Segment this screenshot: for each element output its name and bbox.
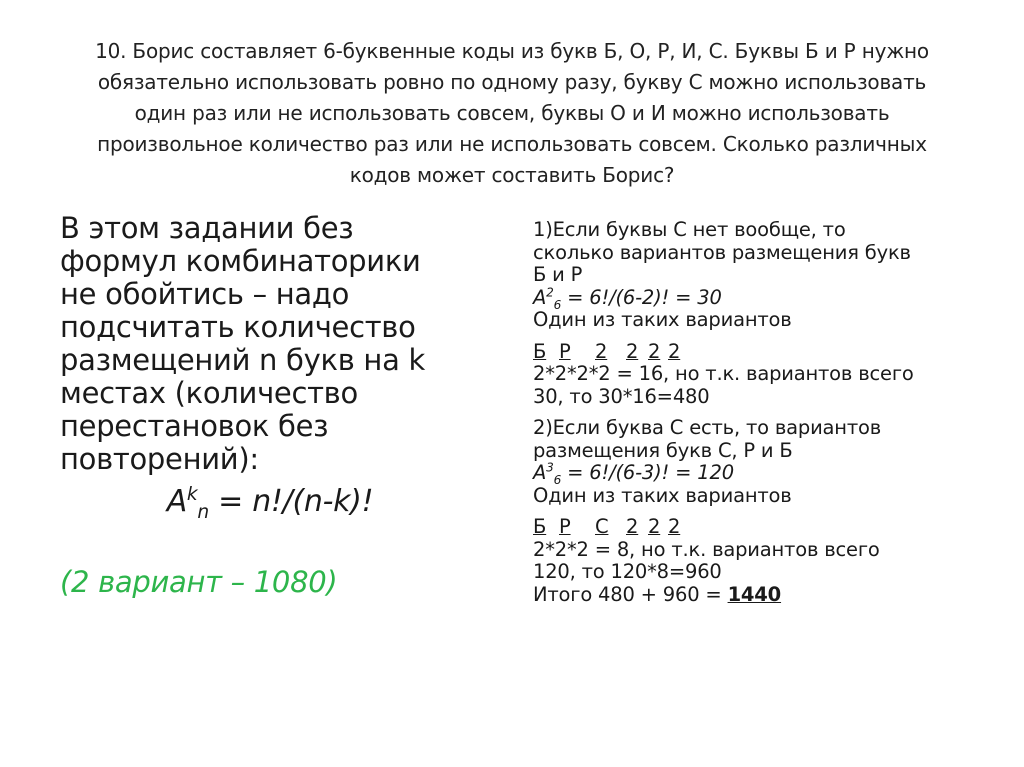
formula-sub: 6	[553, 297, 562, 312]
case1-result: 30, то 30*16=480	[533, 384, 710, 408]
problem-line: один раз или не использовать совсем, буквы О и И можно использовать	[134, 101, 890, 125]
code-letter: Р	[559, 339, 571, 363]
case1-intro: сколько вариантов размещения букв	[533, 240, 911, 264]
explanation-line: В этом задании без	[60, 211, 354, 245]
code-letter: С	[595, 515, 609, 538]
formula-sup: 3	[546, 460, 554, 475]
code-letter: 2	[595, 339, 608, 363]
code-letter: 2	[626, 515, 639, 538]
code-letter: 2	[626, 339, 639, 363]
problem-line: 10. Борис составляет 6-буквенные коды из букв Б, О, Р, И, С. Буквы Б и Р нужно	[95, 39, 929, 63]
case2-codes	[533, 516, 973, 539]
case1-calc-line: 2*2*2*2 = 16, но т.к. вариантов всего	[533, 362, 914, 385]
code-letter: 2	[668, 339, 681, 363]
case1-example-label: Один из таких вариантов	[533, 308, 792, 331]
code-letter: 2	[668, 515, 681, 538]
problem-line: обязательно использовать ровно по одному разу, букву С можно использовать	[97, 70, 927, 94]
formula-base: A	[166, 484, 187, 519]
formula-sup: 2	[546, 285, 554, 299]
case2-intro: 2)Если буква С есть, то вариантов	[533, 416, 882, 439]
explanation-line: перестановок без	[60, 409, 329, 443]
case1-formula	[533, 287, 973, 310]
code-letter: Б	[533, 339, 547, 363]
explanation-line: повторений):	[60, 442, 259, 476]
problem-line: произвольное количество раз или не использовать совсем. Сколько различных	[97, 132, 927, 156]
case2-formula	[533, 462, 973, 485]
total-label: Итого 480 + 960 =	[533, 582, 728, 606]
code-letter: 2	[648, 515, 661, 538]
formula-rest: = n!/(n-k)!	[208, 484, 374, 519]
code-letter: 2	[648, 339, 661, 363]
formula-rest: = 6!/(6-2)! = 30	[561, 285, 722, 309]
problem-statement	[60, 36, 964, 191]
explanation-line: местах (количество	[60, 376, 358, 410]
arrangement-formula	[140, 482, 400, 522]
case1-intro: 1)Если буквы С нет вообще, то	[533, 218, 846, 241]
explanation-line: не обойтись – надо	[60, 277, 350, 311]
formula-sub: 6	[553, 472, 562, 487]
case1-calc	[533, 363, 973, 386]
case2-example-label: Один из таких вариантов	[533, 483, 792, 507]
right-solution	[533, 219, 973, 606]
total-value: 1440	[727, 582, 782, 606]
problem-line: кодов может составить Борис?	[349, 163, 675, 187]
total-line	[533, 584, 973, 607]
explanation-line: формул комбинаторики	[60, 244, 421, 278]
case2-calc: 2*2*2 = 8, но т.к. вариантов всего	[533, 537, 880, 561]
left-explanation	[60, 212, 480, 599]
explanation-line: размещений n букв на k	[60, 343, 425, 377]
formula-sup: k	[186, 484, 198, 505]
case2-result: 120, то 120*8=960	[533, 560, 722, 583]
formula-base: A	[533, 285, 547, 309]
case1-intro: Б и Р	[533, 263, 583, 286]
code-letter: Б	[533, 515, 547, 538]
code-letter: Р	[559, 515, 571, 538]
case2-intro: размещения букв С, Р и Б	[533, 438, 793, 462]
case1-codes	[533, 341, 973, 364]
variant-answer: (2 вариант – 1080)	[60, 565, 338, 599]
explanation-line: подсчитать количество	[60, 310, 416, 344]
formula-rest: = 6!/(6-3)! = 120	[561, 461, 734, 484]
formula-base: A	[533, 461, 547, 484]
formula-sub: n	[197, 502, 209, 523]
